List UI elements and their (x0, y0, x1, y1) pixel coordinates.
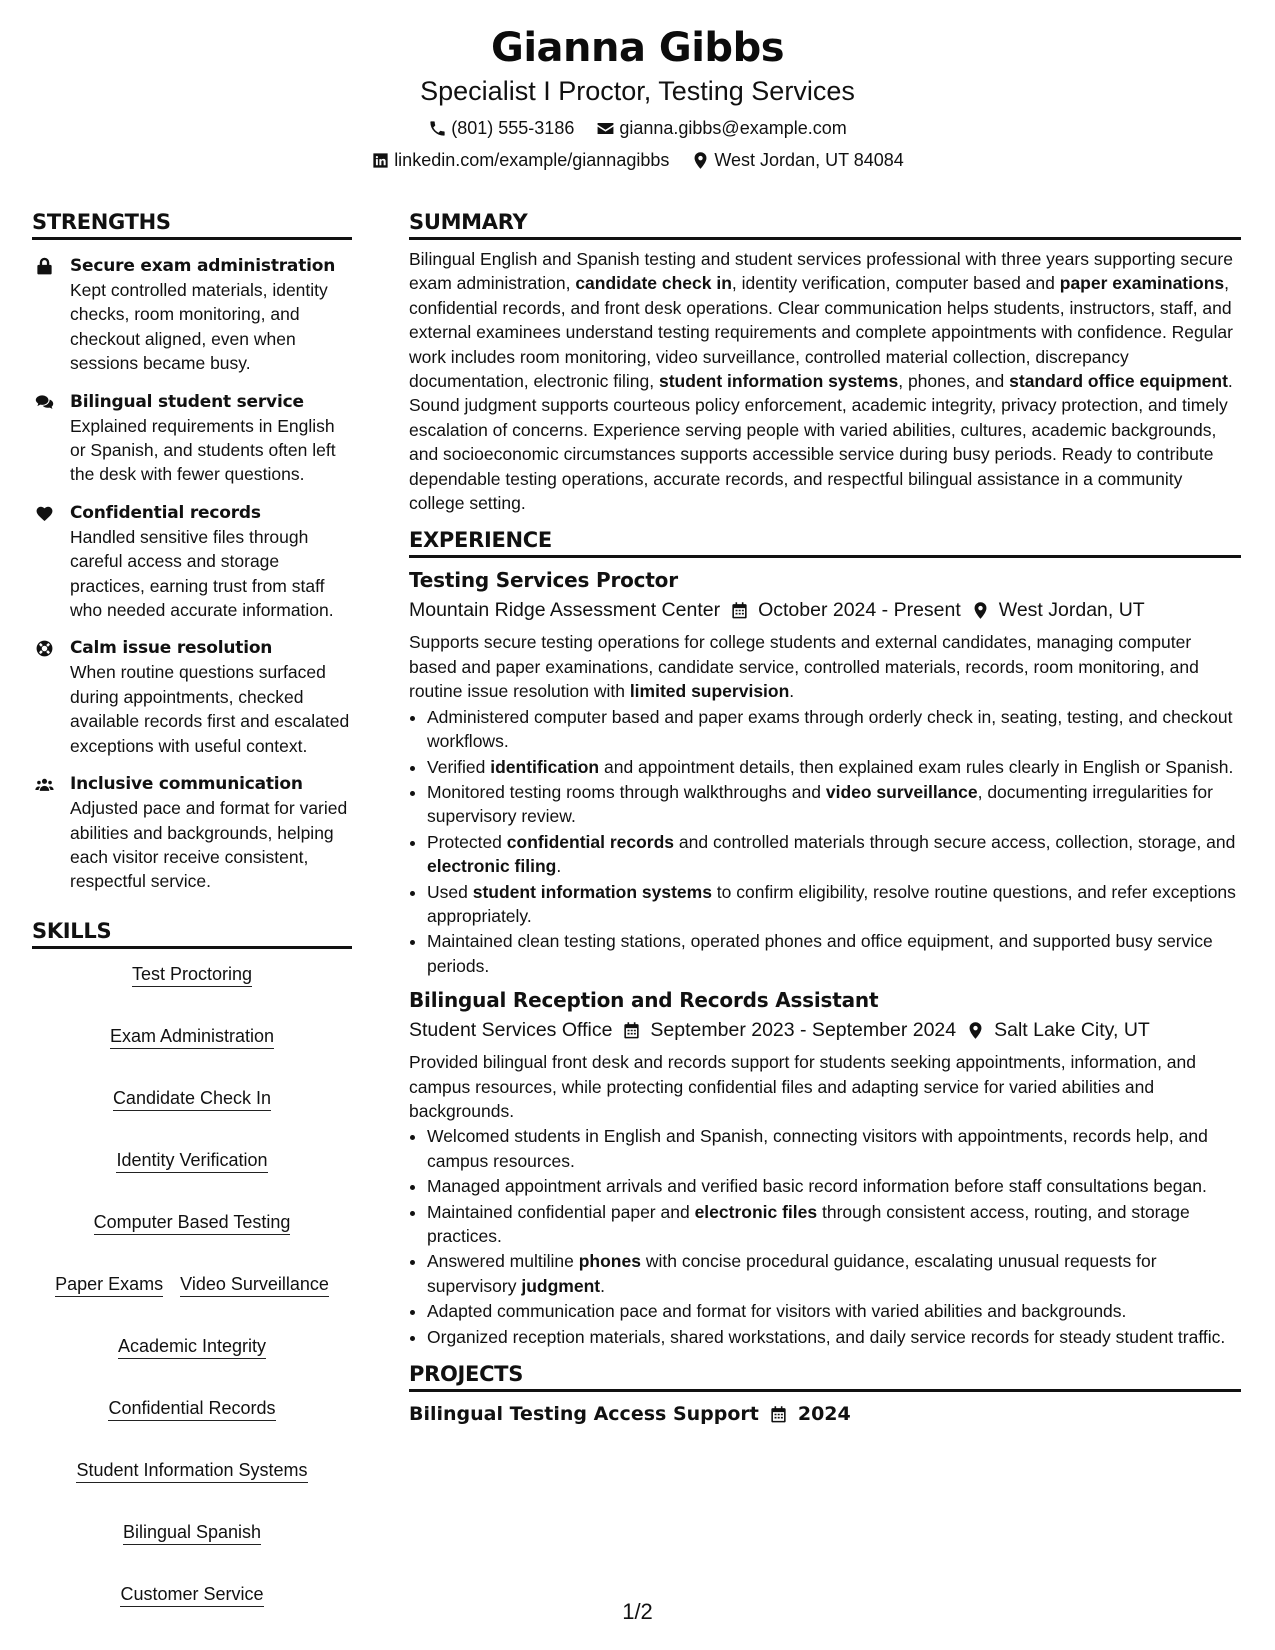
strength-desc: When routine questions surfaced during appointments, checked available records first and escalated exceptions with useful context. (70, 662, 350, 756)
map-pin-icon (691, 151, 710, 170)
calendar-icon (769, 1405, 788, 1424)
phone-text: (801) 555-3186 (451, 118, 575, 138)
strength-desc: Handled sensitive files through careful access and storage practices, earning trust from staff who needed accurate information. (70, 526, 334, 621)
strength-title: Secure exam administration (70, 256, 336, 276)
linkedin-text: linkedin.com/example/giannagibbs (394, 150, 670, 170)
job-bullets (409, 1124, 1241, 1349)
skill-tag: Academic Integrity (118, 1335, 266, 1359)
list-item: • Maintained confidential paper and electronic files through consistent access, routing, and storage practices. (427, 1200, 1241, 1249)
right-column (409, 207, 1241, 1428)
candidate-name: Gianna Gibbs (490, 25, 785, 71)
job-description: Provided bilingual front desk and records support for students seeking appointments, information, and campus resources, while protecting confidential files and adapting service for varied abilities and backgrounds. (409, 1052, 1196, 1121)
job-description: Supports secure testing operations for college students and external candidates, managing computer based and paper examinations, candidate service, controlled materials, records, room monitoring, and routine issue resolution with limited supervision. (409, 632, 1199, 702)
skills-heading: SKILLS (32, 916, 352, 949)
linkedin-icon (371, 151, 390, 170)
job-company: Student Services Office (409, 1019, 613, 1042)
skills-list (32, 963, 352, 1607)
envelope-icon (596, 119, 615, 138)
job-dates: September 2023 - September 2024 (650, 1019, 957, 1042)
job-bullets (409, 705, 1241, 978)
lock-icon (35, 257, 54, 276)
strength-desc: Explained requirements in English or Spanish, and students often left the desk with fewer questions. (70, 415, 336, 485)
contact-row-2 (0, 148, 1275, 172)
skill-tag: Test Proctoring (132, 963, 252, 987)
project-date: 2024 (797, 1403, 851, 1426)
list-item: • Monitored testing rooms through walkthroughs and video surveillance, documenting irregularities for supervisory review. (427, 780, 1241, 829)
skill-tag: Video Surveillance (180, 1273, 329, 1297)
strength-title: Confidential records (70, 502, 261, 523)
list-item: • Maintained clean testing stations, operated phones and office equipment, and supported busy service periods. (427, 929, 1241, 978)
skill-tag: Student Information Systems (76, 1459, 307, 1483)
strength-desc: Adjusted pace and format for varied abilities and backgrounds, helping each visitor receive consistent, respectful service. (70, 798, 348, 892)
list-item: • Used student information systems to confirm eligibility, resolve routine questions, and refer exceptions appropriately. (427, 880, 1241, 929)
users-icon (35, 775, 54, 794)
contact-location (691, 148, 903, 172)
strength-item (32, 772, 352, 894)
strength-title: Inclusive communication (70, 774, 303, 795)
job-location: Salt Lake City, UT (994, 1019, 1150, 1042)
lifebuoy-icon (35, 639, 54, 658)
job-dates: October 2024 - Present (758, 599, 961, 622)
calendar-icon (730, 601, 749, 620)
contact-phone[interactable] (428, 116, 574, 140)
calendar-icon (622, 1021, 641, 1040)
experience-heading: EXPERIENCE (409, 525, 1241, 558)
strength-title: Calm issue resolution (70, 638, 273, 659)
list-item: • Administered computer based and paper exams through orderly check in, seating, testing, and checkout workflows. (427, 705, 1241, 754)
job-location: West Jordan, UT (998, 599, 1145, 622)
left-column (32, 207, 352, 1607)
strength-item (32, 254, 352, 376)
job-title: Bilingual Reception and Records Assistant (409, 988, 879, 1013)
strength-item (32, 501, 352, 623)
job-entry (409, 566, 1241, 978)
skill-tag: Paper Exams (55, 1273, 163, 1297)
location-text: West Jordan, UT 84084 (714, 150, 904, 170)
project-entry (409, 1400, 1241, 1428)
skill-tag: Customer Service (120, 1583, 263, 1607)
summary-heading: SUMMARY (409, 207, 1241, 240)
map-pin-icon (966, 1021, 985, 1040)
strength-title: Bilingual student service (70, 391, 304, 412)
list-item: • Organized reception materials, shared workstations, and daily service records for steady student traffic. (427, 1325, 1241, 1349)
job-company: Mountain Ridge Assessment Center (409, 599, 721, 622)
email-text: gianna.gibbs@example.com (619, 118, 847, 138)
summary-text: Bilingual English and Spanish testing and student services professional with three years supporting secure exam administration, candidate check in, identity verification, computer based and paper examinations, confidential records, and front desk operations. Clear communication helps students, instructors, staff, and external examinees understand testing requirements and complete appointments with confidence. Regular work includes room monitoring, video surveillance, controlled material collection, discrepancy documentation, electronic filing, student information systems, phones, and standard office equipment. Sound judgment supports courteous policy enforcement, academic integrity, privacy protection, and timely escalation of concerns. Experience serving people with varied abilities, cultures, academic backgrounds, and socioeconomic circumstances supports accessible service during busy periods. Ready to contribute dependable testing operations, accurate records, and respectful bilingual assistance in a community college setting. (409, 249, 1233, 514)
comments-icon (35, 393, 54, 412)
job-entry (409, 986, 1241, 1349)
job-meta (409, 596, 1241, 624)
heart-icon (35, 504, 54, 523)
skill-tag: Bilingual Spanish (123, 1521, 261, 1545)
project-title: Bilingual Testing Access Support (409, 1403, 759, 1426)
strength-desc: Kept controlled materials, identity checks, room monitoring, and checkout aligned, even when sessions became busy. (70, 280, 328, 374)
contact-row-1 (0, 116, 1275, 140)
list-item: • Answered multiline phones with concise procedural guidance, escalating unusual requests for supervisory judgment. (427, 1249, 1241, 1298)
contact-email[interactable] (596, 116, 846, 140)
strength-item (32, 390, 352, 487)
skill-tag: Identity Verification (116, 1149, 267, 1173)
phone-icon (428, 119, 447, 138)
list-item: • Protected confidential records and controlled materials through secure access, collection, storage, and electronic filing. (427, 830, 1241, 879)
resume-header (0, 22, 1275, 172)
list-item: • Managed appointment arrivals and verified basic record information before staff consultations began. (427, 1174, 1241, 1198)
list-item: • Verified identification and appointment details, then explained exam rules clearly in English or Spanish. (427, 755, 1241, 779)
candidate-title: Specialist I Proctor, Testing Services (420, 76, 855, 106)
skill-tag: Computer Based Testing (94, 1211, 291, 1235)
page-number: 1/2 (622, 1599, 653, 1624)
skill-tag: Exam Administration (110, 1025, 274, 1049)
map-pin-icon (971, 601, 990, 620)
strength-item (32, 636, 352, 758)
job-meta (409, 1016, 1241, 1044)
skill-tag: Candidate Check In (113, 1087, 271, 1111)
list-item: • Adapted communication pace and format for visitors with varied abilities and backgrounds. (427, 1299, 1241, 1323)
contact-linkedin[interactable] (371, 148, 669, 172)
job-title: Testing Services Proctor (409, 568, 678, 593)
strengths-heading: STRENGTHS (32, 207, 352, 240)
list-item: • Welcomed students in English and Spanish, connecting visitors with appointments, records help, and campus resources. (427, 1124, 1241, 1173)
projects-heading: PROJECTS (409, 1359, 1241, 1392)
skill-tag: Confidential Records (108, 1397, 275, 1421)
